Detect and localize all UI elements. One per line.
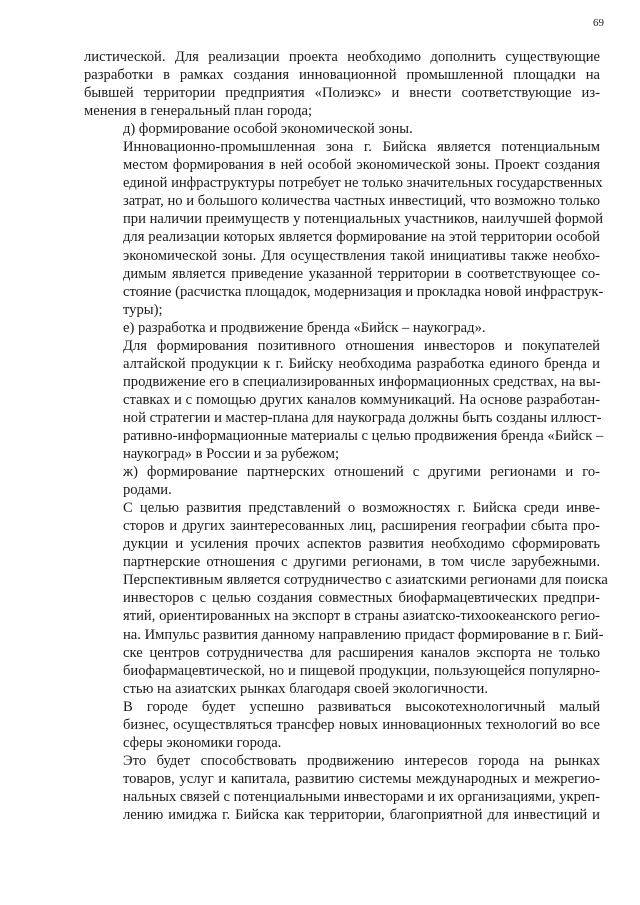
text-line: алтайской продукции к г. Бийску необходима разработка единого бренда и — [123, 355, 600, 372]
text-line: экономической зоны. Для осуществления такой инициативы также необхо- — [123, 247, 600, 264]
page-number: 69 — [593, 17, 604, 29]
document-body — [84, 48, 608, 824]
text-line: Инновационно-промышленная зона г. Бийска является потенциальным — [123, 139, 600, 156]
text-line: для реализации которых является формирование на этой территории особой — [123, 229, 600, 246]
text-line: ске центров сотрудничества для расширения каналов экспорта не только — [123, 644, 600, 661]
text-line: лению имиджа г. Бийска как территории, благоприятной для инвестиций и — [123, 806, 600, 823]
text-line: С целью развития представлений о возможностях г. Бийска среди инве- — [123, 500, 600, 517]
text-line: родами. — [123, 482, 172, 499]
text-line: наукоград» в России и за рубежом; — [123, 446, 340, 463]
text-line: менения в генеральный план города; — [84, 103, 313, 120]
paragraph — [84, 698, 600, 752]
paragraph — [84, 48, 600, 120]
text-line: Это будет способствовать продвижению интересов города на рынках — [123, 752, 600, 769]
text-line: нальных связей с потенциальными инвесторами и их организациями, укреп- — [123, 788, 601, 805]
text-line: сферы экономики города. — [123, 734, 282, 751]
text-line: на. Импульс развития данному направлению придаст формирование в г. Бий- — [123, 626, 604, 643]
text-line: д) формирование особой экономической зоны. — [123, 121, 413, 138]
text-line: стояние (расчистка площадок, модернизация и прокладка новой инфраструк- — [123, 283, 604, 300]
text-line: бывшей территории предприятия «Полиэкс» и внести соответствующие из- — [84, 85, 600, 102]
text-line: продвижение его в специализированных информационных средствах, на вы- — [123, 373, 601, 390]
paragraph — [84, 463, 600, 499]
paragraph — [84, 138, 604, 318]
text-line: е) разработка и продвижение бренда «Бийск – наукоград». — [123, 319, 486, 336]
paragraph — [84, 752, 600, 824]
text-line: туры); — [123, 301, 163, 318]
text-line: биофармацевтической, но и пищевой продукции, пользующейся популярно- — [123, 662, 600, 679]
text-line: ной стратегии и мастер-плана для наукограда должны быть созданы иллюст- — [123, 409, 602, 426]
text-line: Перспективным является сотрудничество с азиатскими регионами для поиска — [123, 572, 608, 589]
text-line: разработки в рамках создания инновационной промышленной площадки на — [84, 67, 600, 84]
text-line: ж) формирование партнерских отношений с другими регионами и го- — [123, 464, 600, 481]
paragraph — [84, 120, 600, 138]
paragraph — [84, 337, 604, 463]
text-line: Для формирования позитивного отношения инвесторов и покупателей — [123, 337, 600, 354]
paragraph — [84, 499, 608, 698]
text-line: затрат, но и большого количества частных инвестиций, что возможно только — [123, 193, 600, 210]
text-line: сторов и других заинтересованных лиц, расширения географии сбыта про- — [123, 518, 600, 535]
text-line: бизнес, осуществляться трансфер новых инновационных технологий во все — [123, 716, 600, 733]
text-line: димым является приведение указанной территории в соответствующее со- — [123, 265, 600, 282]
text-line: товаров, услуг и капитала, развитию системы международных и межрегио- — [123, 770, 600, 787]
text-line: листической. Для реализации проекта необходимо дополнить существующие — [84, 49, 600, 65]
text-line: ставках и с помощью других каналов коммуникаций. На основе разработан- — [123, 391, 600, 408]
text-line: при наличии преимуществ у потенциальных участников, наилучшей формой — [123, 211, 604, 228]
text-line: дукции и усиления прочих аспектов развития необходимо сформировать — [123, 536, 600, 553]
text-line: партнерские отношения с другими регионами, в том числе зарубежными. — [123, 554, 600, 571]
text-line: ятий, ориентированных на экспорт в страны азиатско-тихоокеанского регио- — [123, 608, 600, 625]
text-line: стью на азиатских рынках благодаря своей экологичности. — [123, 680, 489, 697]
text-line: единой инфраструктуры потребует не только значительных государственных — [123, 175, 603, 192]
text-line: ративно-информационные материалы с целью продвижения бренда «Бийск – — [123, 427, 604, 444]
text-line: В городе будет успешно развиваться высокотехнологичный малый — [123, 698, 600, 715]
paragraph — [84, 319, 600, 337]
text-line: местом формирования в ней особой экономической зоны. Проект создания — [123, 157, 600, 174]
text-line: инвесторов с целью создания совместных биофармацевтических предпри- — [123, 590, 600, 607]
